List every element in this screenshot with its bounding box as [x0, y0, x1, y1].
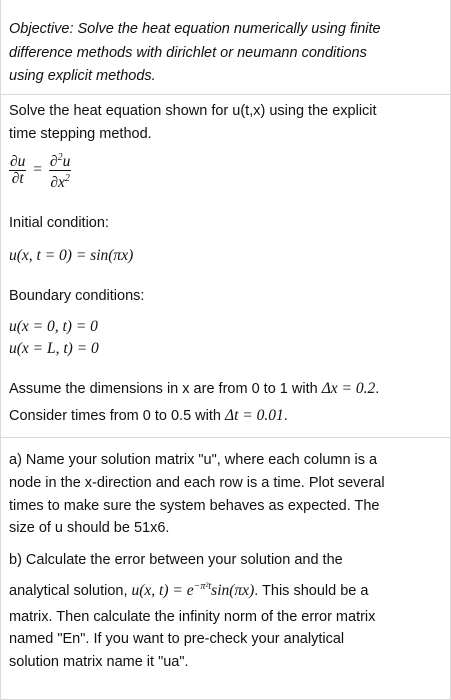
boundary-conditions-heading: Boundary conditions: — [9, 288, 145, 304]
part-a-line-1: a) Name your solution matrix "u", where each column is a — [9, 452, 378, 468]
assume-line-1: Assume the dimensions in x are from 0 to 1 with Δx = 0.2. — [9, 380, 380, 397]
initial-condition-eq: u(x, t = 0) = sin(πx) — [9, 247, 134, 264]
objective-line-1: Objective: Solve the heat equation numerically using finite — [9, 21, 381, 37]
rhs-fraction: $\frac{\partial^2u}{\partial x^2}$ — [49, 152, 71, 192]
objective-line-2: difference methods with dirichlet or neumann conditions — [9, 45, 367, 61]
boundary-condition-1: u(x = 0, t) = 0 — [9, 318, 98, 335]
objective-line-3: using explicit methods. — [9, 68, 156, 84]
part-b-line-3: matrix. Then calculate the infinity norm of the error matrix — [9, 609, 376, 625]
intro-line-2: time stepping method. — [9, 126, 152, 142]
heat-equation: $\frac{\partial u}{\partial t}$ = $\frac{\partial^2u}{\partial x^2}$ — [10, 152, 71, 192]
intro-line-1: Solve the heat equation shown for u(t,x) using the explicit — [9, 103, 377, 119]
boundary-condition-2: u(x = L, t) = 0 — [9, 340, 99, 357]
part-a-line-3: times to make sure the system behaves as expected. The — [9, 498, 380, 514]
part-b-line-5: solution matrix name it "ua". — [9, 654, 189, 670]
assume-line-2: Consider times from 0 to 0.5 with Δt = 0.01. — [9, 407, 288, 424]
section-divider — [0, 437, 451, 438]
initial-condition-heading: Initial condition: — [9, 215, 109, 231]
part-a-line-2: node in the x-direction and each row is a time. Plot several — [9, 475, 385, 491]
part-b-line-2: analytical solution, u(x, $t) = e^{-\pi^2t}\sin(\pi x)$. This should be a — [9, 581, 369, 599]
part-b-line-1: b) Calculate the error between your solution and the — [9, 552, 343, 568]
part-a-line-4: size of u should be 51x6. — [9, 520, 170, 536]
lhs-fraction: $\frac{\partial u}{\partial t}$ — [10, 153, 26, 188]
part-b-line-4: named "En". If you want to pre-check your analytical — [9, 631, 345, 647]
